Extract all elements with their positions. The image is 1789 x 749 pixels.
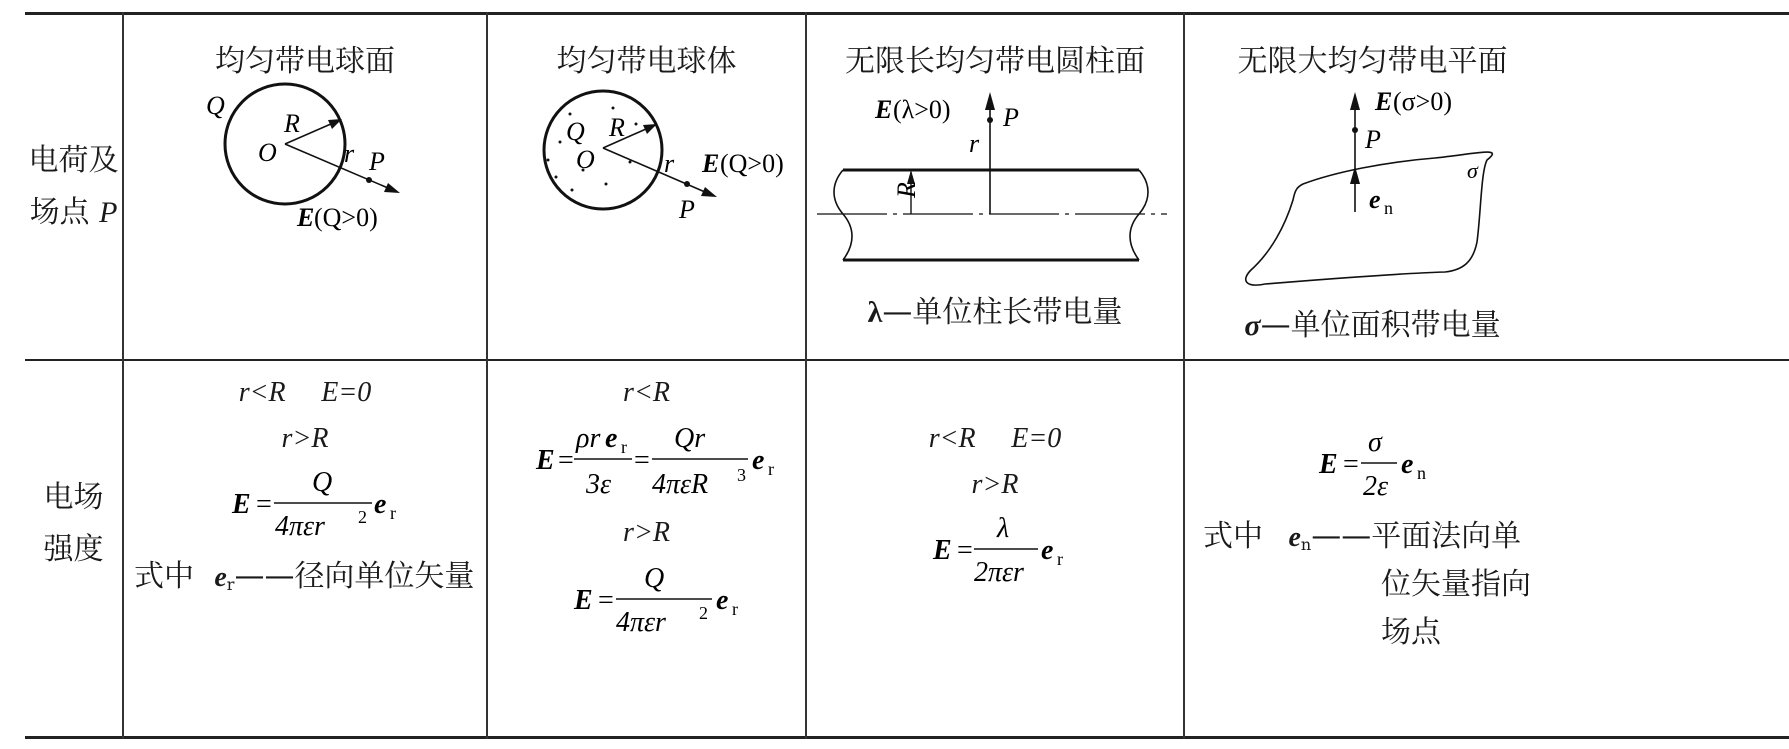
caption-symbol: λ — [867, 296, 883, 329]
condition-text: r>R — [971, 469, 1019, 500]
formula-numerator: ρr — [576, 423, 601, 454]
field-condition-label: (Q>0) — [314, 203, 378, 232]
field-value: E=0 — [321, 377, 372, 408]
unit-vector-sub: n — [1417, 463, 1426, 483]
formula-lhs: E — [536, 445, 555, 476]
column-title: 无限长均匀带电圆柱面 — [845, 44, 1145, 79]
note-continuation: 位矢量指向 — [1381, 567, 1531, 602]
formula-numerator: Qr — [674, 423, 706, 454]
point-label: P — [1003, 103, 1019, 132]
outside-field-formula — [488, 557, 805, 647]
svg-text:=: = — [634, 445, 650, 476]
formula-exponent: 2 — [358, 507, 367, 527]
field-condition-label: (σ>0) — [1393, 87, 1452, 116]
plane-caption — [1185, 300, 1560, 344]
formula-lhs: E — [933, 535, 952, 566]
charge-label: Q — [206, 91, 225, 120]
center-label: O — [258, 138, 277, 167]
radius-label: R — [892, 182, 921, 198]
caption-text: —单位柱长带电量 — [882, 295, 1123, 330]
formula-lhs: E — [232, 489, 251, 520]
formula-denominator: 4πεr — [616, 607, 666, 638]
row-header-line — [25, 187, 122, 239]
row-header-line: 电荷及 — [28, 143, 119, 178]
normal-vector-label: e — [1369, 185, 1381, 214]
condition-text: r>R — [281, 423, 329, 454]
formula-note — [134, 551, 474, 595]
numerator-vector: e — [605, 423, 618, 454]
inside-field-formula — [488, 417, 805, 513]
outside-condition — [488, 515, 805, 549]
unit-vector-sub: r — [768, 459, 774, 479]
numerator-vector-sub: r — [621, 437, 627, 457]
radius-label: R — [609, 113, 625, 142]
condition-text: r<R — [623, 377, 670, 408]
distance-label: r — [969, 129, 980, 158]
distance-label: r — [344, 139, 355, 168]
point-label: P — [369, 147, 385, 176]
row-header-line: 强度 — [43, 532, 104, 567]
formula-lhs: E — [1319, 449, 1338, 480]
radius-label: R — [284, 109, 300, 138]
condition-text: r<R — [238, 377, 286, 408]
note-vector-sub: n — [1300, 535, 1312, 555]
field-formula — [1185, 421, 1560, 511]
field-vector-label: E — [297, 203, 315, 232]
outside-condition — [124, 421, 486, 455]
field-vector-label: E — [1375, 87, 1393, 116]
charge-label: Q — [566, 117, 585, 146]
formula-note — [1203, 511, 1521, 555]
column-title: 均匀带电球体 — [556, 44, 737, 79]
svg-text:=: = — [558, 445, 574, 476]
formula-cylinder — [807, 361, 1183, 736]
inside-condition — [807, 421, 1183, 455]
field-vector-label: E — [875, 95, 893, 124]
formula-denominator: 2ε — [1363, 471, 1389, 502]
solid-sphere-diagram — [488, 12, 805, 359]
sigma-label: σ — [1467, 158, 1478, 183]
formula-numerator: λ — [997, 513, 1010, 544]
field-formula — [124, 461, 486, 551]
note-text: ——平面法向单 — [1311, 519, 1522, 554]
column-title: 无限大均匀带电平面 — [1237, 44, 1508, 79]
caption-text: —单位面积带电量 — [1260, 308, 1501, 343]
formula-numerator: Q — [312, 467, 333, 498]
condition-text: r>R — [623, 517, 670, 548]
column-title: 均匀带电球面 — [215, 44, 395, 79]
unit-vector: e — [1041, 535, 1054, 566]
caption-symbol: σ — [1244, 309, 1261, 342]
point-label: P — [679, 195, 695, 224]
sphere-shell-diagram — [124, 12, 486, 359]
note-continuation: 场点 — [1381, 615, 1441, 650]
svg-text:=: = — [256, 489, 272, 520]
inside-condition — [124, 375, 486, 409]
unit-vector: e — [716, 585, 729, 616]
row-header-field — [25, 472, 122, 576]
column-solid-sphere — [488, 12, 805, 359]
field-condition-label: (Q>0) — [720, 149, 784, 178]
formula-denominator: 3ε — [586, 469, 612, 500]
unit-vector-sub: r — [390, 503, 396, 523]
bottom-rule — [25, 736, 1789, 739]
field-value: E=0 — [1011, 423, 1062, 454]
normal-vector-sub: n — [1384, 198, 1393, 218]
formula-denominator: 4πεr — [275, 511, 325, 542]
field-formula — [807, 507, 1183, 597]
point-label: P — [1365, 125, 1381, 154]
field-vector-label: E — [702, 149, 720, 178]
column-sphere-shell — [124, 12, 486, 359]
point-symbol: P — [99, 196, 118, 229]
distance-label: r — [664, 149, 675, 178]
svg-text:=: = — [598, 585, 614, 616]
formula-plane — [1185, 361, 1560, 736]
unit-vector-sub: r — [1057, 549, 1063, 569]
formula-numerator: Q — [644, 563, 665, 594]
unit-vector: e — [374, 489, 387, 520]
note-vector: e — [214, 562, 227, 593]
column-plane — [1185, 12, 1560, 359]
condition-text: r<R — [928, 423, 976, 454]
outside-condition — [807, 467, 1183, 501]
formula-sphere-shell — [124, 361, 486, 736]
center-label: O — [576, 145, 595, 174]
note-vector-sub: r — [226, 575, 235, 595]
formula-denominator: 2πεr — [974, 557, 1024, 588]
formula-exponent: 2 — [699, 603, 708, 623]
unit-vector: e — [1401, 449, 1414, 480]
unit-vector-sub: r — [732, 599, 738, 619]
column-cylinder — [807, 12, 1183, 359]
formula-solid-sphere — [488, 361, 805, 736]
note-text: ——径向单位矢量 — [234, 559, 475, 594]
unit-vector: e — [752, 445, 765, 476]
note-prefix: 式中 — [134, 559, 194, 594]
formula-numerator: σ — [1368, 427, 1382, 458]
field-condition-label: (λ>0) — [893, 95, 951, 124]
cylinder-caption — [807, 287, 1183, 331]
svg-text:=: = — [1343, 449, 1359, 480]
row-header-text: 场点 — [29, 195, 90, 230]
note-vector: e — [1288, 522, 1301, 553]
formula-exponent: 3 — [737, 465, 746, 485]
svg-text:=: = — [957, 535, 973, 566]
row-header-charge — [25, 135, 122, 239]
note-prefix: 式中 — [1203, 519, 1263, 554]
inside-condition — [488, 375, 805, 409]
formula-denominator: 4πεR — [652, 469, 709, 500]
row-header-line: 电场 — [43, 480, 104, 515]
electric-field-table — [25, 12, 1789, 739]
formula-lhs: E — [574, 585, 593, 616]
